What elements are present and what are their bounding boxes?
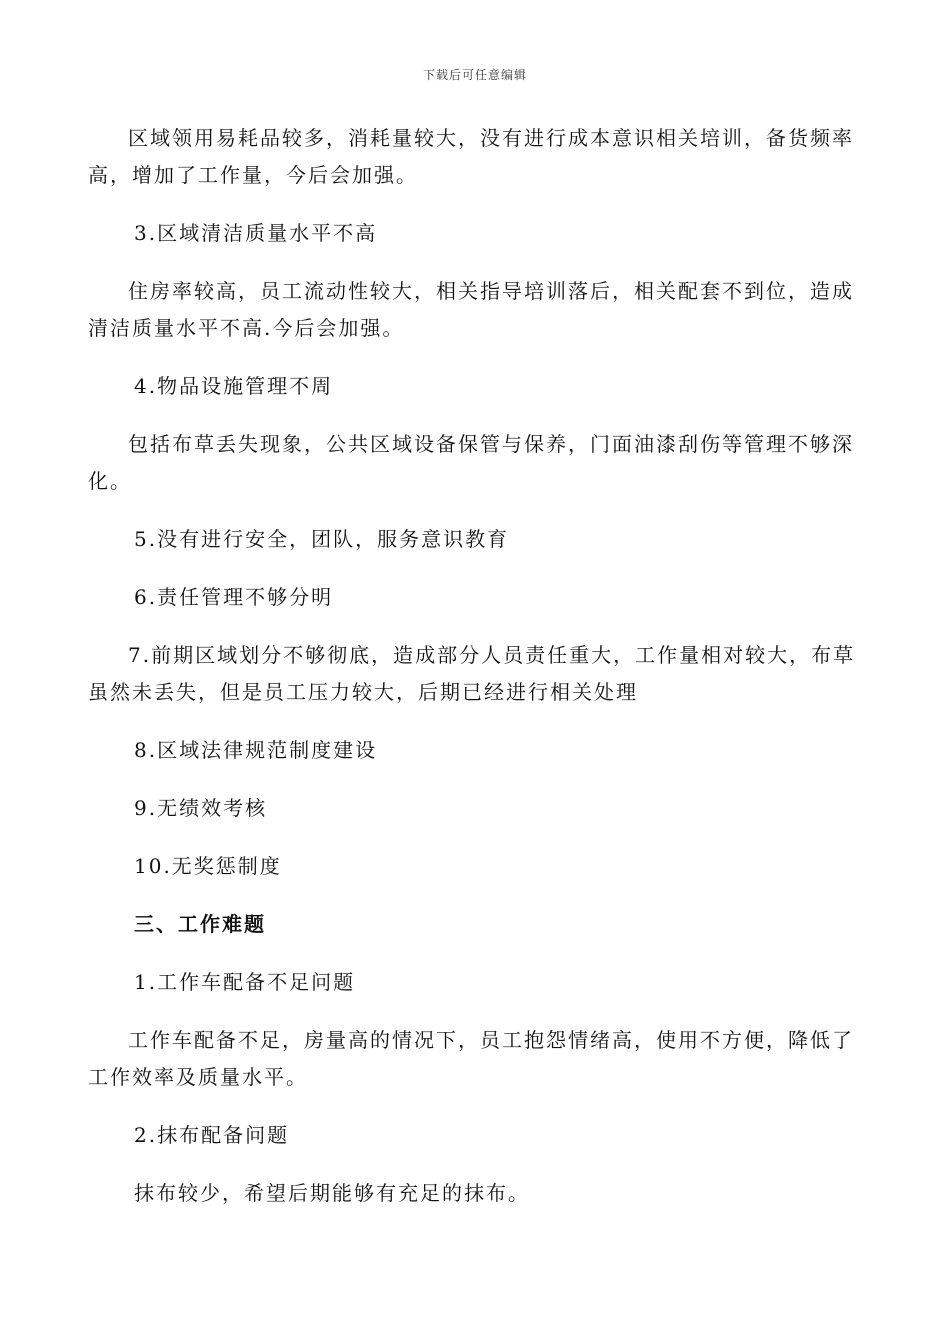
heading-cart-shortage: 1.工作车配备不足问题 xyxy=(134,970,356,994)
paragraph-rag-supply: 抹布较少，希望后期能够有充足的抹布。 xyxy=(134,1181,530,1205)
heading-legal-system: 8.区域法律规范制度建设 xyxy=(134,738,378,762)
document-body xyxy=(88,120,858,1212)
paragraph-cart-shortage: 工作车配备不足，房量高的情况下，员工抱怨情绪高，使用不方便，降低了工作效率及质量水平。 xyxy=(88,1028,854,1089)
heading-performance: 9.无绩效考核 xyxy=(134,796,268,820)
heading-safety-education: 5.没有进行安全，团队，服务意识教育 xyxy=(134,527,510,551)
heading-rag-supply: 2.抹布配备问题 xyxy=(134,1123,290,1147)
heading-responsibility: 6.责任管理不够分明 xyxy=(134,585,334,609)
paragraph-facility-management: 包括布草丢失现象，公共区域设备保管与保养，门面油漆刮伤等管理不够深化。 xyxy=(88,432,854,493)
paragraph-consumables: 区域领用易耗品较多，消耗量较大，没有进行成本意识相关培训，备货频率高，增加了工作量，今后会加强。 xyxy=(88,126,854,187)
section-work-difficulties: 三、工作难题 xyxy=(134,912,266,936)
paragraph-cleaning-quality: 住房率较高，员工流动性较大，相关指导培训落后，相关配套不到位，造成清洁质量水平不高.今后会加强。 xyxy=(88,279,854,340)
heading-reward-punishment: 10.无奖惩制度 xyxy=(134,854,282,878)
paragraph-area-division: 7.前期区域划分不够彻底，造成部分人员责任重大，工作量相对较大，布草虽然未丢失，但是员工压力较大，后期已经进行相关处理 xyxy=(88,643,856,704)
heading-facility-management: 4.物品设施管理不周 xyxy=(134,374,334,398)
heading-cleaning-quality: 3.区域清洁质量水平不高 xyxy=(134,221,378,245)
download-note: 下载后可任意编辑 xyxy=(422,68,527,82)
